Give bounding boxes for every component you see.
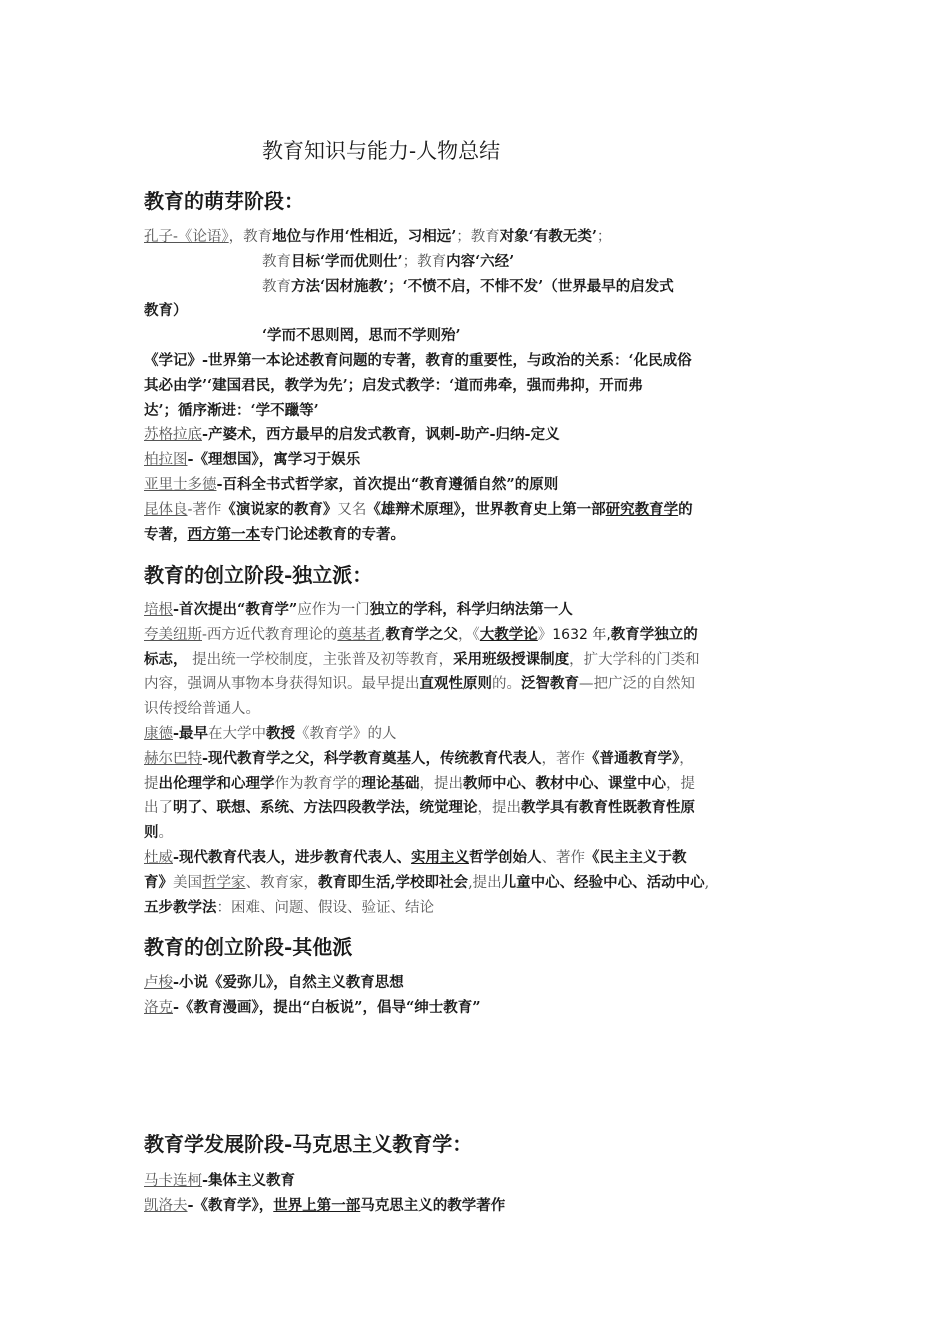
text-run: 美国 — [173, 874, 202, 891]
text-run: 研究教育学 — [605, 500, 679, 518]
text-line — [144, 525, 405, 545]
text-run: 对象‘有教无类’ — [499, 228, 597, 245]
text-line — [144, 1171, 295, 1191]
text-run: ，扩大学科的门类和 — [569, 651, 700, 668]
text-run: -小说《爱弥儿》，自然主义教育思想 — [173, 974, 404, 991]
text-run: ； — [596, 229, 612, 245]
text-run: 内容‘六经’ — [446, 252, 515, 270]
person-link: 奠基者 — [337, 626, 381, 643]
text-run: -《教育学》， — [187, 1196, 274, 1214]
text-run: 标志， — [144, 650, 188, 668]
text-run: 1632 年, — [552, 626, 611, 643]
text-line — [262, 252, 514, 272]
text-line — [144, 973, 404, 993]
text-run: -现代教育学之父，科学教育奠基人，传统教育代表人 — [202, 749, 542, 767]
person-link: 杜威 — [144, 850, 173, 866]
person-link: 赫尔巴特 — [144, 750, 202, 767]
text-line — [144, 376, 643, 396]
text-run: 《演说家的教育》 — [221, 500, 338, 518]
text-line — [144, 351, 692, 371]
text-run: —把广泛的自然知 — [579, 676, 695, 693]
text-run: ，《 — [458, 626, 480, 643]
text-run: ， — [679, 750, 694, 767]
person-link: 苏格拉底 — [144, 427, 202, 444]
text-run: ，提 — [666, 775, 695, 792]
text-run: , — [704, 874, 710, 891]
text-line — [144, 425, 560, 445]
text-run: 又名 — [337, 501, 367, 518]
text-run: 、著作 — [541, 850, 586, 866]
text-run: 五步教学法 — [144, 898, 217, 916]
text-run: 的。 — [492, 676, 521, 693]
person-link: 亚里士多德 — [144, 477, 217, 493]
person-link: 卢梭 — [144, 975, 173, 991]
text-line — [144, 823, 173, 843]
text-run: -最早 — [173, 725, 209, 742]
text-run: 达’；循序渐进：‘学不躐等’ — [144, 401, 319, 419]
person-link: 孔子-《论语》 — [144, 229, 229, 245]
text-run: 应作为一门 — [297, 602, 370, 618]
text-run: -集体主义教育 — [202, 1172, 296, 1189]
person-link: 哲学家 — [202, 874, 246, 891]
text-run: 《教育学》的人 — [295, 726, 397, 742]
text-line — [144, 401, 319, 421]
text-run: 《民主主义于教 — [585, 849, 687, 866]
text-run: 教育学独立的 — [610, 625, 698, 643]
text-run: 教师中心、教材中心、课堂中心 — [463, 774, 666, 792]
text-line — [144, 475, 558, 495]
text-run: 儿童中心、经验中心、活动中心 — [501, 873, 705, 891]
text-line — [262, 326, 461, 346]
text-line — [144, 873, 709, 893]
section-heading: 教育的萌芽阶段： — [144, 189, 304, 213]
text-run: 专著， — [144, 525, 188, 543]
text-run: ：困难、问题、假设、验证、结论 — [216, 899, 434, 916]
text-run: -《教育漫画》，提出“白板说”，倡导“绅士教育” — [173, 998, 481, 1016]
text-run: 明了、联想、系统、方法四段教学法，统觉理论 — [173, 799, 478, 817]
text-run: 教育 — [262, 278, 291, 295]
text-run: 识传授给普通人。 — [144, 701, 260, 718]
text-line — [144, 301, 188, 321]
text-line — [144, 749, 694, 769]
text-run: ‘学而不思则罔，思而不学则殆’ — [262, 327, 461, 345]
text-run: 教育即生活,学校即社会 — [318, 873, 469, 891]
text-line — [144, 600, 573, 620]
text-run: -西方近代教育理论的 — [202, 626, 338, 643]
text-run: 育》 — [144, 873, 173, 891]
text-run: -产婆术，西方最早的启发式教育，讽刺-助产-归纳-定义 — [202, 426, 560, 444]
text-run: 西方第一本 — [187, 525, 260, 543]
text-run: 直观性原则 — [419, 675, 492, 693]
section-heading: 教育的创立阶段-独立派： — [144, 563, 373, 587]
text-line — [144, 674, 695, 694]
text-run: ；教育 — [402, 253, 447, 270]
text-line — [144, 848, 687, 868]
text-line — [144, 1196, 505, 1216]
text-run: ，著作 — [541, 750, 586, 767]
person-link: 康德 — [144, 726, 173, 742]
section-heading: 教育学发展阶段-马克思主义教育学： — [144, 1132, 473, 1156]
text-run: 。 — [158, 825, 173, 842]
text-run: ；教育 — [456, 229, 500, 245]
text-line — [144, 450, 360, 470]
text-line — [144, 650, 700, 670]
text-run: 教学具有教育性既教育性原 — [521, 799, 695, 817]
text-run: 、教育家， — [245, 874, 318, 891]
text-run: 大教学论 — [479, 625, 538, 643]
person-link: 柏拉图 — [144, 452, 188, 469]
text-run: ，提出 — [477, 800, 521, 817]
text-run: 独立的学科，科学归纳法第一人 — [369, 601, 573, 618]
text-line — [144, 227, 611, 247]
person-link: 凯洛夫 — [144, 1197, 188, 1214]
page-title: 教育知识与能力-人物总结 — [262, 139, 501, 163]
text-line — [144, 724, 397, 744]
person-link: 洛克 — [144, 999, 173, 1016]
text-run: -《理想国》，寓学习于娱乐 — [187, 451, 361, 469]
text-run: -著作 — [187, 501, 222, 518]
text-run: ，提出 — [419, 775, 463, 792]
text-line — [144, 774, 695, 794]
person-link: 昆体良 — [144, 501, 188, 518]
text-run: 泛智教育 — [521, 675, 579, 693]
text-line — [144, 699, 260, 719]
text-run: 世界上第一部 — [273, 1196, 361, 1214]
text-run: 实用主义 — [411, 849, 470, 866]
person-link: 马卡连柯 — [144, 1173, 202, 1189]
text-run: 教育） — [144, 302, 188, 320]
text-run: 的 — [678, 500, 693, 518]
text-run: 方法‘因材施教’；‘不愤不启，不悱不发’（世界最早的启发式 — [291, 277, 674, 295]
text-run: 地位与作用‘性相近，习相远’ — [272, 228, 457, 245]
text-run: 《学记》-世界第一本论述教育问题的专著，教育的重要性，与政治的关系：‘化民成俗 — [144, 352, 692, 369]
text-line — [144, 798, 695, 818]
text-run: 其必由学’‘建国君民，教学为先’；启发式教学：‘道而弗牵，强而弗抑，开而弗 — [144, 376, 643, 394]
text-line — [144, 898, 434, 918]
text-run: 采用班级授课制度 — [453, 650, 570, 668]
text-run: 提出统一学校制度，主张普及初等教育， — [187, 651, 454, 668]
text-run: 目标‘学而优则仕’ — [291, 252, 403, 270]
text-run: 内容，强调从事物本身获得知识。最早提出 — [144, 676, 420, 693]
text-run: -现代教育代表人，进步教育代表人、 — [173, 849, 412, 866]
text-run: 提 — [144, 775, 159, 792]
text-run: 出伦理学和心理学 — [158, 774, 275, 792]
text-run: ,提出 — [468, 874, 502, 891]
text-run: 《普通教育学》 — [585, 749, 680, 767]
person-link: 夸美纽斯 — [144, 626, 202, 643]
text-run: 则 — [144, 824, 159, 842]
text-run: 马克思主义的教学著作 — [360, 1196, 506, 1214]
text-run: -百科全书式哲学家，首次提出“教育遵循自然”的原则 — [216, 476, 559, 493]
text-run: 教授 — [266, 725, 296, 742]
section-heading: 教育的创立阶段-其他派 — [144, 935, 353, 959]
text-run: 作为教育学的 — [274, 775, 362, 792]
text-line — [262, 277, 674, 297]
text-run: ，教育 — [228, 229, 273, 245]
text-run: -首次提出“教育学” — [173, 601, 298, 618]
text-run: , — [380, 626, 386, 643]
text-line — [144, 625, 698, 645]
text-run: 出了 — [144, 800, 173, 817]
person-link: 培根 — [144, 602, 173, 618]
text-run: 在大学中 — [208, 726, 267, 742]
text-run: 理论基础 — [361, 774, 420, 792]
text-run: 哲学创始人 — [469, 849, 542, 866]
text-line — [144, 500, 693, 520]
text-run: 《雄辩术原理》，世界教育史上第一部 — [366, 500, 606, 518]
text-run: 》 — [537, 626, 553, 643]
text-run: 专门论述教育的专著。 — [260, 525, 405, 543]
text-run: 教育学之父 — [385, 625, 459, 643]
text-line — [144, 998, 481, 1018]
text-run: 教育 — [262, 253, 291, 270]
